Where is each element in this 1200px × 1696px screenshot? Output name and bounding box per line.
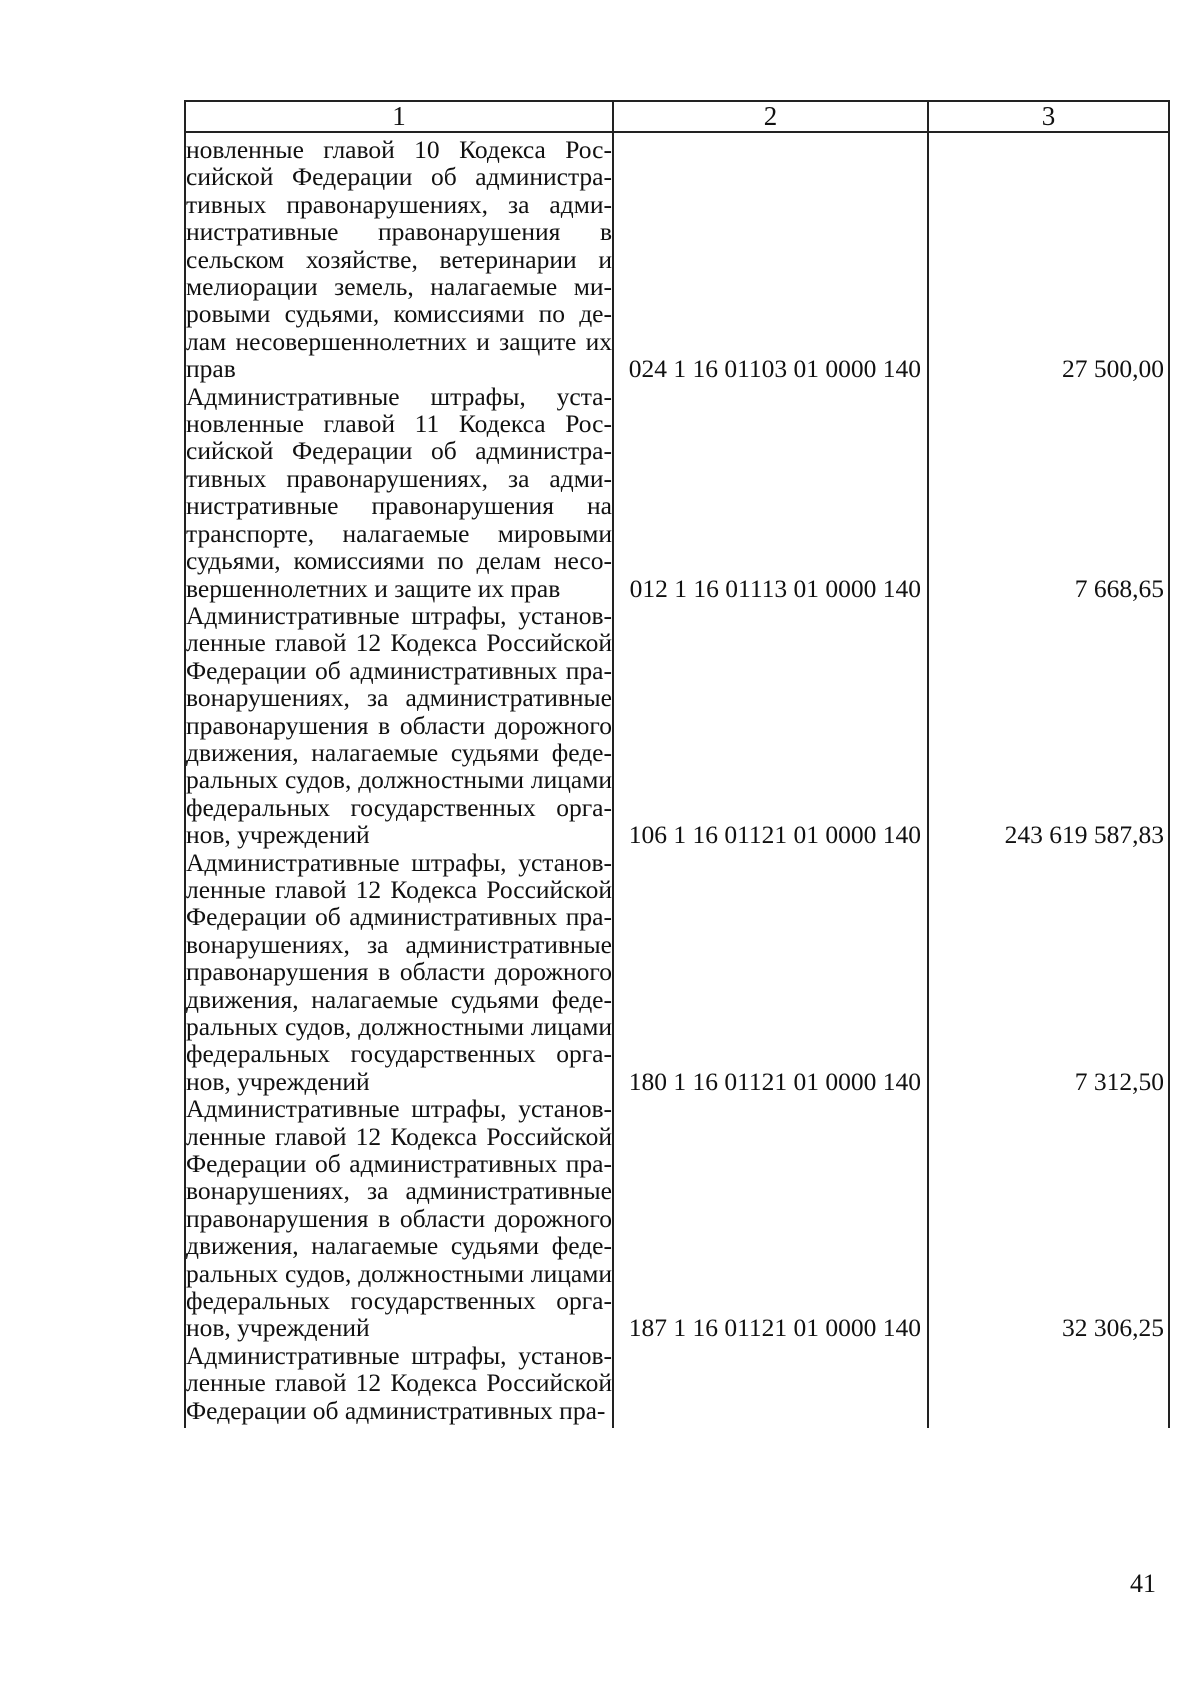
row-code: 187 1 16 01121 01 0000 140 [613,1095,928,1342]
column-header-1: 1 [185,101,613,132]
row-code [613,1342,928,1428]
row-code: 012 1 16 01113 01 0000 140 [613,383,928,602]
row-amount: 7 312,50 [928,849,1169,1096]
row-description: Административные штрафы, установленные главой 12 Кодекса Российской Федерации об административных правонарушениях, за административные правонарушения в области дорожного движения, налагаемые судьями федеральных судов, должностными лицами федеральных государственных органов, учреждений [186,600,612,850]
page-number: 41 [1130,1569,1156,1598]
row-amount: 32 306,25 [928,1095,1169,1342]
table-row [185,1342,1169,1428]
table-row [185,132,1169,383]
table-body [185,132,1169,1428]
row-description: Административные штрафы, установленные главой 12 Кодекса Российской Федерации об административных пра- [185,1342,613,1428]
row-description: новленные главой 10 Кодекса Российской Федерации об административных правонарушениях, за административные правонарушения в сельском хозяйстве, ветеринарии и мелиорации земель, налагаемые мировыми судьями, комиссиями по делам несовершеннолетних и защите их прав [185,132,613,383]
column-header-2: 2 [613,101,928,132]
row-amount: 243 619 587,83 [928,602,1169,849]
table-row [185,849,1169,1096]
header-row [185,101,1169,132]
row-amount [928,1342,1169,1428]
row-amount: 7 668,65 [928,383,1169,602]
table-row [185,1095,1169,1342]
row-code: 024 1 16 01103 01 0000 140 [613,132,928,383]
row-code: 180 1 16 01121 01 0000 140 [613,849,928,1096]
row-description: Административные штрафы, установленные главой 12 Кодекса Российской Федерации об административных правонарушениях, за административные правонарушения в области дорожного движения, налагаемые судьями федеральных судов, должностными лицами федеральных государственных органов, учреждений [186,1094,612,1343]
row-code: 106 1 16 01121 01 0000 140 [613,602,928,849]
row-description: Административные штрафы, установленные главой 11 Кодекса Российской Федерации об административных правонарушениях, за административные правонарушения на транспорте, налагаемые мировыми судьями, комиссиями по делам несовершеннолетних и защите их прав [186,381,612,603]
row-amount: 27 500,00 [928,132,1169,383]
table-header [185,101,1169,132]
table-row [185,383,1169,602]
row-description: Административные штрафы, установленные главой 12 Кодекса Российской Федерации об административных правонарушениях, за административные правонарушения в области дорожного движения, налагаемые судьями федеральных судов, должностными лицами федеральных государственных органов, учреждений [186,847,612,1096]
column-header-3: 3 [928,101,1169,132]
revenue-table [184,100,1170,1428]
table-row [185,602,1169,849]
